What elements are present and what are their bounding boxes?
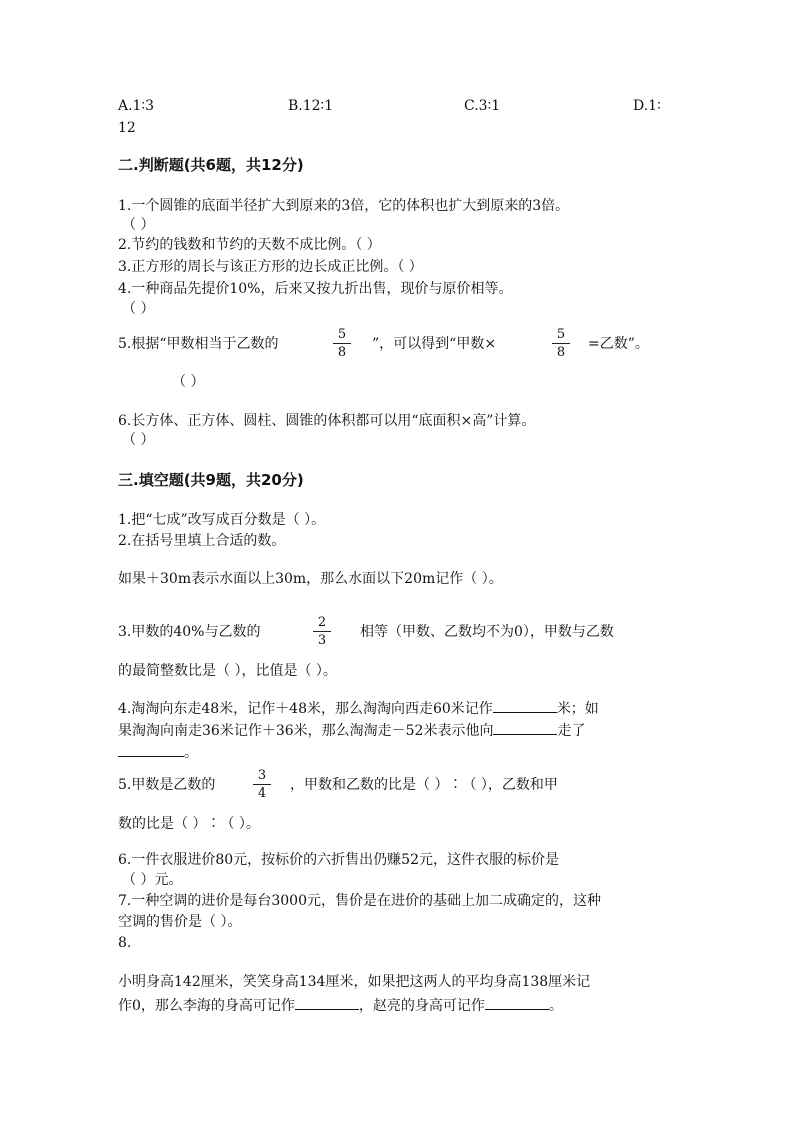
option-d-continued: 12 [118,120,136,136]
fraction-denominator: 4 [257,786,267,801]
fraction-bar [333,343,351,344]
fraction-bar [253,784,271,785]
q4-text-c: 果淘淘向南走36米记作＋36米，那么淘淘走－52米表示他向 [118,723,494,739]
judge-question-1-paren: （ ） [122,217,155,233]
judge-question-5-part2: ”，可以得到“甲数× [372,336,497,352]
fraction-two-thirds [311,615,333,648]
answer-blank [493,698,557,713]
judge-question-5-part1: 5.根据“甲数相当于乙数的 [118,336,279,352]
option-c: C.3∶1 [464,98,501,114]
judge-question-4: 4.一种商品先提价10%，后来又按九折出售，现价与原价相等。 [118,281,513,297]
fill-question-6: 6.一件衣服进价80元，按标价的六折售出仍赚52元，这件衣服的标价是 [118,852,559,868]
q4-text-e: 。 [184,745,198,761]
judge-question-4-paren: （ ） [122,301,155,317]
fill-question-5-part3: 数的比是（ ）∶（ ）。 [118,816,260,832]
fill-question-5-part2: ，甲数和乙数的比是（ ）∶（ ），乙数和甲 [290,777,558,793]
judge-question-6: 6.长方体、正方体、圆柱、圆锥的体积都可以用“底面积×高”计算。 [118,413,536,429]
judge-question-5-part3: =乙数”。 [588,336,649,352]
fill-question-4-line2 [118,720,585,742]
option-a: A.1∶3 [118,98,155,114]
fill-question-1: 1.把“七成”改写成百分数是（ ）。 [118,512,326,528]
section-title-fill-in: 三.填空题(共9题，共20分) [118,471,304,489]
fraction-denominator: 8 [337,345,347,360]
fill-question-8-number: 8. [118,935,132,951]
judge-question-5-paren: （ ） [172,374,205,390]
fraction-three-quarters [251,768,273,801]
fraction-numerator: 3 [257,768,267,783]
option-b: B.12∶1 [288,98,334,114]
fill-question-6-cont: （ ）元。 [122,872,183,888]
fill-question-8-line1: 小明身高142厘米，笑笑身高134厘米，如果把这两人的平均身高138厘米记 [118,974,591,990]
fill-question-2: 2.在括号里填上合适的数。 [118,533,286,549]
fraction-numerator: 2 [317,615,327,630]
q8-text-a: 作0，那么李海的身高可记作 [118,998,295,1014]
answer-blank [295,995,359,1010]
fraction-numerator: 5 [337,327,347,342]
fill-question-4-line3 [118,742,198,764]
fraction-numerator: 5 [556,327,566,342]
q8-text-c: 。 [548,998,563,1014]
q4-text-b: 米；如 [556,701,599,717]
fill-question-8-line2 [118,995,563,1017]
judge-question-1: 1.一个圆锥的底面半径扩大到原来的3倍，它的体积也扩大到原来的3倍。 [118,198,570,214]
answer-blank [493,720,557,735]
fill-question-7-cont: 空调的售价是（ ）。 [118,914,242,930]
fill-question-3-part3: 的最简整数比是（ ），比值是（ ）。 [118,663,337,679]
fraction-denominator: 8 [556,345,566,360]
fraction-five-eighths-2 [550,327,572,360]
section-title-judgement: 二.判断题(共6题，共12分) [118,156,304,174]
q4-text-d: 走了 [557,723,586,739]
fraction-five-eighths [331,327,353,360]
answer-blank [118,742,184,757]
judge-question-3: 3.正方形的周长与该正方形的边长成正比例。（ ） [118,259,423,275]
fill-question-5-part1: 5.甲数是乙数的 [118,777,216,793]
q4-text-a: 4.淘淘向东走48米，记作＋48米，那么淘淘向西走60米记作 [118,701,493,717]
fill-question-4-line1 [118,698,599,720]
judge-question-2: 2.节约的钱数和节约的天数不成比例。（ ） [118,237,381,253]
answer-blank [485,995,549,1010]
fill-question-3-part2: 相等（甲数、乙数均不为0），甲数与乙数 [360,624,614,640]
judge-question-6-paren: （ ） [122,432,155,448]
fraction-denominator: 3 [317,633,327,648]
option-d: D.1∶ [633,98,661,114]
q8-text-b: ，赵亮的身高可记作 [358,998,485,1014]
fill-question-2-body: 如果＋30m表示水面以上30m，那么水面以下20m记作（ ）。 [118,571,503,587]
fill-question-3-part1: 3.甲数的40%与乙数的 [118,624,261,640]
fill-question-7: 7.一种空调的进价是每台3000元，售价是在进价的基础上加二成确定的，这种 [118,893,601,909]
fraction-bar [313,631,331,632]
fraction-bar [552,343,570,344]
